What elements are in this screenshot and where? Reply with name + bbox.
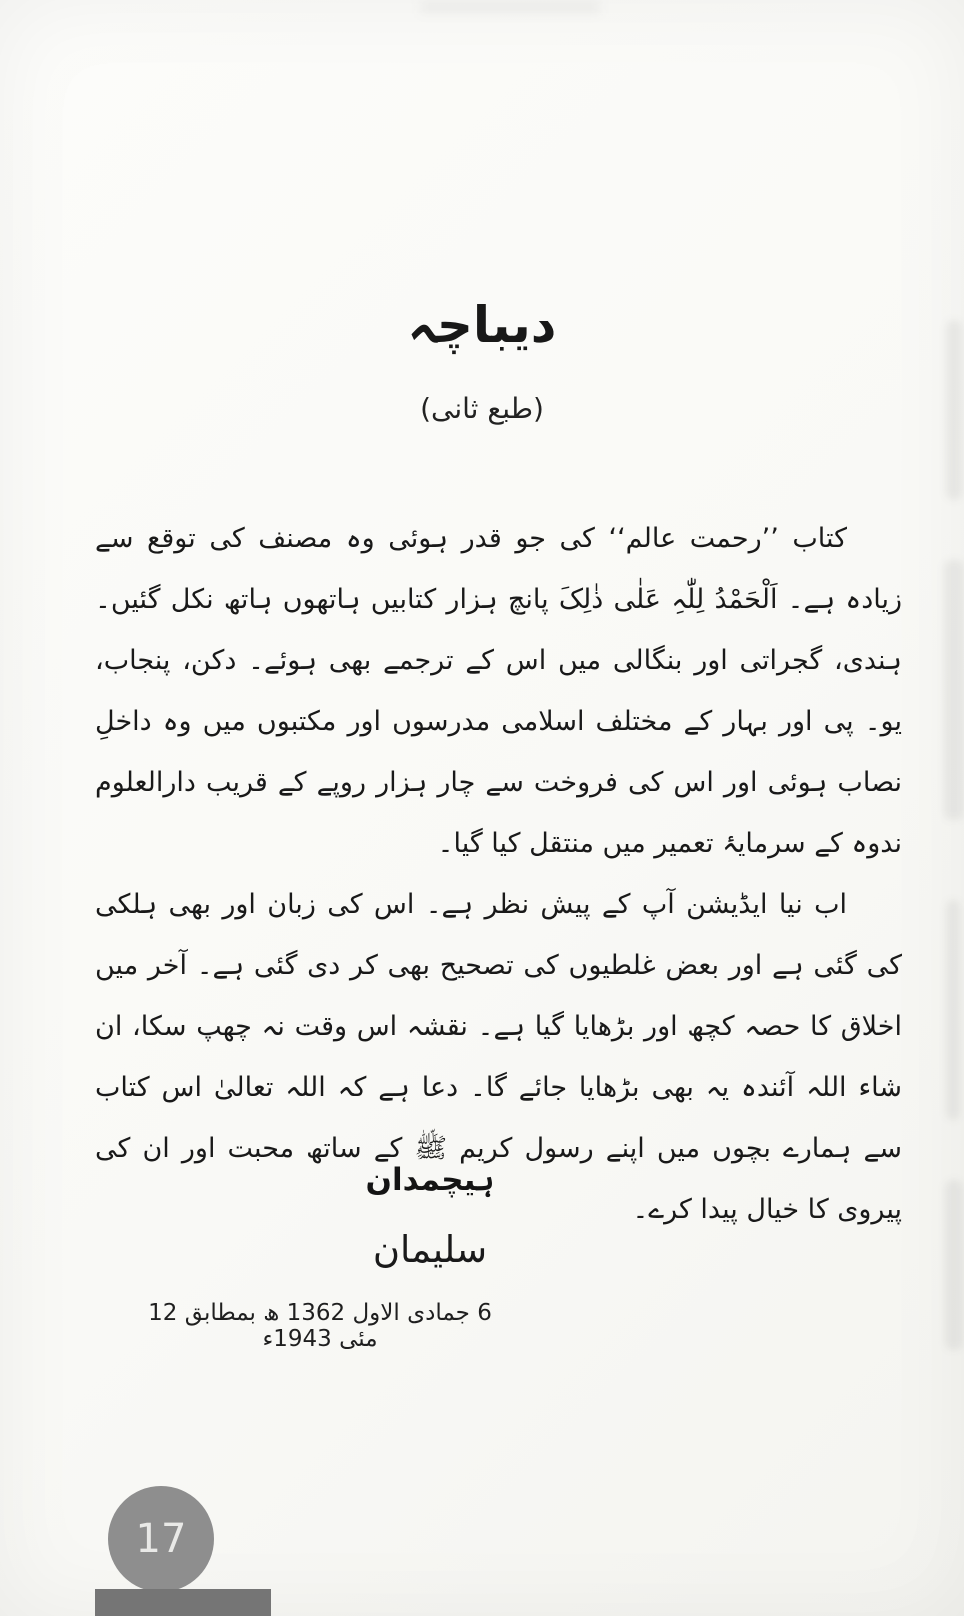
scan-edge-strip [95, 1589, 271, 1616]
scan-artifact [420, 0, 600, 14]
page-title: دیباچہ [407, 295, 557, 354]
paragraph: کتاب ’’رحمت عالم‘‘ کی جو قدر ہوئی وہ مصنف کی توقع سے زیادہ ہے۔ اَلْحَمْدُ لِلّٰہِ عَلٰی ذٰلِکَ پانچ ہزار کتابیں ہاتھوں ہاتھ نکل گئیں۔ ہندی، گجراتی اور بنگالی میں اس کے ترجمے بھی ہوئے۔ دکن، پنجاب، یو۔ پی اور بہار کے مختلف اسلامی مدرسوں اور مکتبوں میں وہ داخلِ نصاب ہوئی اور اس کی فروخت سے چار ہزار روپے کے قریب دارالعلوم ندوہ کے سرمایۂ تعمیر میں منتقل کیا گیا۔ [95, 523, 902, 859]
signature-block [240, 1162, 620, 1271]
signature-author-name: سلیمان [372, 1228, 488, 1271]
page-number-badge [108, 1486, 214, 1592]
signature-epithet: ہیچمدان [365, 1162, 495, 1198]
edition-subtitle: (طبع ثانی) [420, 392, 544, 425]
page-bleed-artifact [946, 320, 962, 500]
page-bleed-artifact [945, 1180, 963, 1350]
page-bleed-artifact [944, 560, 964, 820]
preface-body [95, 508, 902, 1240]
page-number: 17 [135, 1516, 187, 1562]
paragraph: اب نیا ایڈیشن آپ کے پیش نظر ہے۔ اس کی زبان اور بھی ہلکی کی گئی ہے اور بعض غلطیوں کی تصحیح بھی کر دی گئی ہے۔ آخر میں اخلاق کا حصہ کچھ اور بڑھایا گیا ہے۔ نقشہ اس وقت نہ چھپ سکا، ان شاء اللہ آئندہ یہ بھی بڑھایا جائے گا۔ دعا ہے کہ اللہ تعالیٰ اس کتاب سے ہمارے بچوں میں اپنے رسول کریم ﷺ کے ساتھ محبت اور ان کی پیروی کا خیال پیدا کرے۔ [95, 889, 902, 1225]
page-bleed-artifact [946, 900, 960, 1120]
signature-date: 6 جمادی الاول 1362 ھ بمطابق 12 مئی 1943ء [148, 1300, 492, 1352]
